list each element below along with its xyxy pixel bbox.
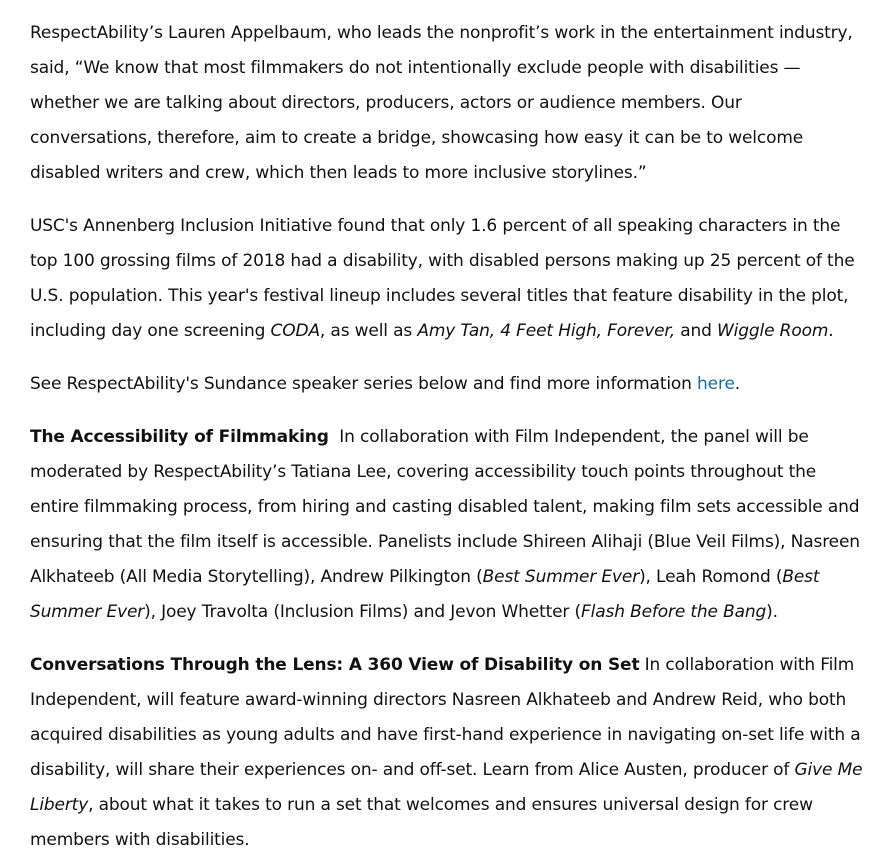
paragraph-text: . xyxy=(734,374,741,394)
paragraph-text: See RespectAbility's Sundance speaker series below and find more information xyxy=(30,374,698,394)
panel-heading-accessibility: The Accessibility of Filmmaking xyxy=(30,427,329,447)
paragraph-text: USC's Annenberg Inclusion Initiative found that only 1.6 percent of all speaking characters in the top 100 grossing films of 2018 had a disability, with disabled persons making up 25 percent of the U.S. population. This year's festival lineup includes several titles that feature disability in the plot, including day one screening xyxy=(30,216,855,341)
paragraph-text: In collaboration with Film Independent, the panel will be moderated by RespectAbility’s Tatiana Lee, covering accessibility touch points throughout the entire filmmaking process, from hiring and casting disabled talent, making film sets accessible and ensuring that the film itself is accessible. Panelists include Shireen Alihaji (Blue Veil Films), Nasreen Alkhateeb (All Media Storytelling), Andrew Pilkington ( xyxy=(30,427,866,587)
paragraph-text: , about what it takes to run a set that welcomes and ensures universal design for crew members with disabilities. xyxy=(30,795,813,850)
paragraph-speaker-series xyxy=(30,367,868,402)
panel-heading-conversations: Conversations Through the Lens: A 360 View of Disability on Set xyxy=(30,655,640,675)
paragraph-text: , as well as xyxy=(319,321,418,341)
paragraph-accessibility-panel xyxy=(30,420,868,630)
paragraph-text: . xyxy=(828,321,834,341)
paragraph-text: In collaboration with Film Independent, will feature award-winning directors Nasreen Alkhateeb and Andrew Reid, who both acquired disabilities as young adults and have first-hand experience in navigating on-set life with a disability, will share their experiences on- and off-set. Learn from Alice Austen, producer of xyxy=(30,655,861,780)
paragraph-text: ), Joey Travolta (Inclusion Films) and Jevon Whetter ( xyxy=(144,602,582,622)
film-title-best-summer-ever: Best Summer Ever xyxy=(482,567,640,587)
more-information-link[interactable]: here xyxy=(697,374,735,394)
film-titles-list: Amy Tan, 4 Feet High, Forever, xyxy=(417,321,675,341)
film-title-best-summer-ever: Best Summer Ever xyxy=(30,567,820,622)
paragraph-text: and xyxy=(674,321,718,341)
paragraph-appelbaum-quote xyxy=(30,16,868,191)
paragraph-lens-panel xyxy=(30,648,868,858)
paragraph-text: ). xyxy=(766,602,778,622)
paragraph-inclusion-stats xyxy=(30,209,868,349)
film-title-wiggle-room: Wiggle Room xyxy=(717,321,829,341)
paragraph-text: RespectAbility’s Lauren Appelbaum, who leads the nonprofit’s work in the entertainment industry, said, “We know that most filmmakers do not intentionally exclude people with disabilities — whether we are talking about directors, producers, actors or audience members. Our conversations, therefore, aim to create a bridge, showcasing how easy it can be to welcome disabled writers and crew, which then leads to more inclusive storylines.” xyxy=(30,23,853,183)
film-title-coda: CODA xyxy=(270,321,320,341)
paragraph-text: ), Leah Romond ( xyxy=(639,567,783,587)
film-title-flash-before-the-bang: Flash Before the Bang xyxy=(581,602,767,622)
film-title-give-me-liberty: Give Me Liberty xyxy=(30,760,863,815)
